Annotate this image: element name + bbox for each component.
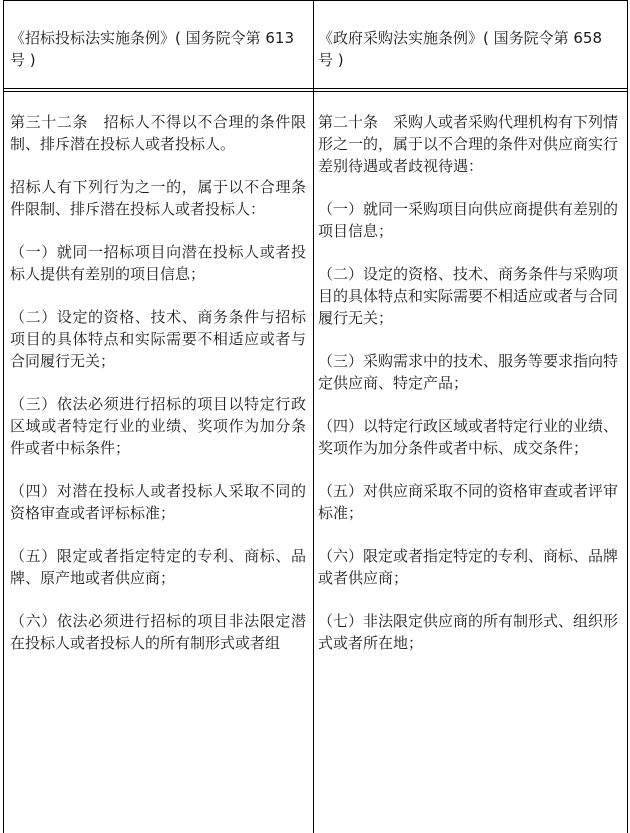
left-article-32: 第三十二条 招标人不得以不合理的条件限制、排斥潜在投标人或者投标人。 bbox=[10, 113, 306, 153]
right-item-5: （五）对供应商采取不同的资格审查或者评审标准； bbox=[318, 482, 619, 522]
right-item-3: （三）采购需求中的技术、服务等要求指向特定供应商、特定产品； bbox=[318, 352, 619, 392]
left-item-4: （四）对潜在投标人或者投标人采取不同的资格审查或者评标标准； bbox=[10, 482, 306, 522]
header-divider bbox=[4, 88, 627, 89]
header-right-cell: 《政府采购法实施条例》( 国务院令第 658 号 ) bbox=[318, 29, 603, 69]
left-item-1: （一）就同一招标项目向潜在投标人或者投标人提供有差别的项目信息； bbox=[10, 243, 306, 283]
column-divider bbox=[313, 0, 314, 833]
header-divider-second bbox=[4, 91, 627, 92]
left-item-2: （二）设定的资格、技术、商务条件与招标项目的具体特点和实际需要不相适应或者与合同履行无关； bbox=[10, 308, 306, 370]
table-top-border bbox=[4, 0, 627, 1]
left-column-body bbox=[10, 111, 306, 654]
right-column-body bbox=[318, 111, 618, 654]
right-item-1: （一）就同一采购项目向供应商提供有差别的项目信息； bbox=[318, 200, 619, 240]
left-item-3: （三）依法必须进行招标的项目以特定行政区域或者特定行业的业绩、奖项作为加分条件或者中标条件； bbox=[10, 395, 306, 457]
right-item-4: （四）以特定行政区域或者特定行业的业绩、奖项作为加分条件或者中标、成交条件； bbox=[318, 417, 619, 457]
right-item-7: （七）非法限定供应商的所有制形式、组织形式或者所在地； bbox=[318, 612, 619, 652]
right-article-20: 第二十条 采购人或者采购代理机构有下列情形之一的，属于以不合理的条件对供应商实行差别待遇或者歧视待遇： bbox=[318, 113, 619, 175]
right-item-2: （二）设定的资格、技术、商务条件与采购项目的具体特点和实际需要不相适应或者与合同履行无关； bbox=[318, 265, 619, 327]
left-item-6: （六）依法必须进行招标的项目非法限定潜在投标人或者投标人的所有制形式或者组 bbox=[10, 612, 306, 652]
left-item-5: （五）限定或者指定特定的专利、商标、品牌、原产地或者供应商； bbox=[10, 547, 306, 587]
right-item-6: （六）限定或者指定特定的专利、商标、品牌或者供应商； bbox=[318, 547, 619, 587]
header-left-cell: 《招标投标法实施条例》( 国务院令第 613 号 ) bbox=[10, 29, 295, 69]
left-clause-intro: 招标人有下列行为之一的，属于以不合理条件限制、排斥潜在投标人或者投标人： bbox=[10, 178, 306, 218]
